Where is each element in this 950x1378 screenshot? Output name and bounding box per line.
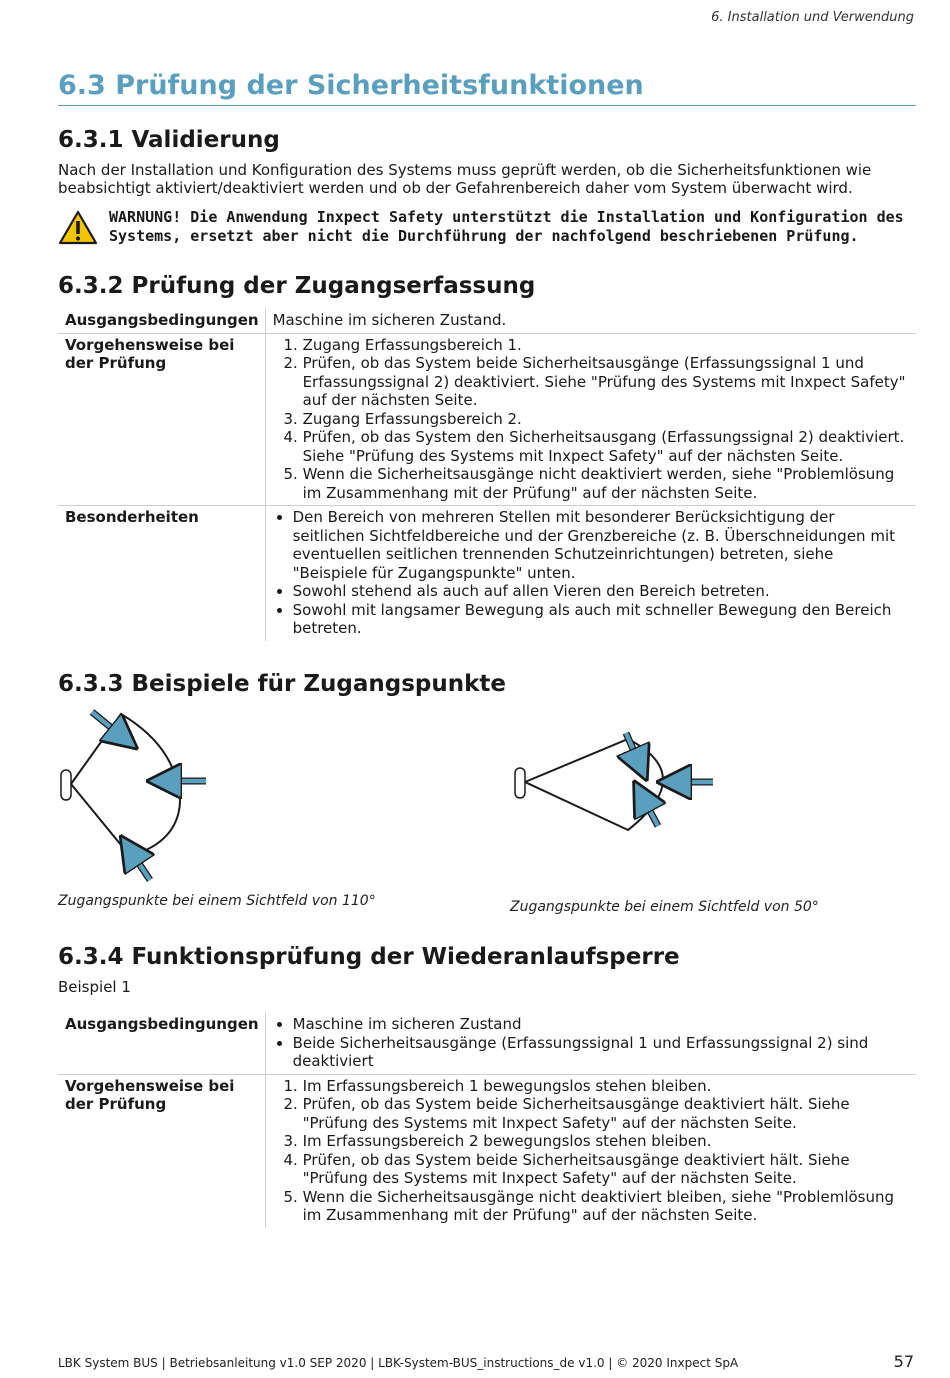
list-item: • Maschine im sicheren Zustand <box>293 1015 910 1034</box>
notes-list <box>273 508 910 638</box>
page-number: 57 <box>893 1352 914 1371</box>
list-item: 2. Prüfen, ob das System beide Sicherheitsausgänge deaktiviert hält. Siehe "Prüfung des Systems mit Inxpect Safety" auf der nächsten Seite. <box>303 1095 910 1132</box>
zugangserfassung-table <box>58 309 916 641</box>
conditions-list <box>273 1015 910 1071</box>
list-item: 3. Im Erfassungsbereich 2 bewegungslos stehen bleiben. <box>303 1132 910 1151</box>
list-item: • Den Bereich von mehreren Stellen mit besonderer Berücksichtigung der seitlichen Sichtfeldbereiche und der Grenzbereiche (z. B. Überschneidungen mit eventuellen seitlichen trennenden Schutzeinrichtungen) betreten, siehe "Beispiele für Zugangspunkte" unten. <box>293 508 910 582</box>
list-item: 4. Prüfen, ob das System den Sicherheitsausgang (Erfassungssignal 2) deaktiviert. Siehe "Prüfung des Systems mit Inxpect Safety" auf der nächsten Seite. <box>303 428 910 465</box>
list-item: 2. Prüfen, ob das System beide Sicherheitsausgänge (Erfassungssignal 1 und Erfassungssignal 2) deaktiviert. Siehe "Prüfung des Systems mit Inxpect Safety" auf der nächsten Seite. <box>303 354 910 410</box>
row-label: Ausgangsbedingungen <box>58 309 265 333</box>
section-title: 6.3 Prüfung der Sicherheitsfunktionen <box>58 70 916 106</box>
sensor-icon <box>61 770 71 800</box>
validierung-paragraph: Nach der Installation und Konfiguration des Systems muss geprüft werden, ob die Sicherheitsfunktionen wie beabsichtigt aktiviert/deaktiviert werden und ob der Gefahrenbereich daher vom System überwacht wird. <box>58 161 872 197</box>
running-header: 6. Installation und Verwendung <box>711 10 914 25</box>
procedure-steps <box>273 1077 910 1225</box>
warning-text: WARNUNG! Die Anwendung Inxpect Safety unterstützt die Installation und Konfiguration des Systems, ersetzt aber nicht die Durchführung der nachfolgend beschriebenen Prüfung. <box>109 208 904 245</box>
list-item: • Sowohl mit langsamer Bewegung als auch mit schneller Bewegung den Bereich betreten. <box>293 601 910 638</box>
page-footer: LBK System BUS | Betriebsanleitung v1.0 SEP 2020 | LBK-System-BUS_instructions_de v1.0 | © 2020 Inxpect SpA <box>58 1356 739 1370</box>
example-label: Beispiel 1 <box>58 978 131 996</box>
procedure-steps <box>273 336 910 503</box>
list-item: 5. Wenn die Sicherheitsausgänge nicht deaktiviert bleiben, siehe "Problemlösung im Zusammenhang mit der Prüfung" auf der nächsten Seite. <box>303 1188 910 1225</box>
row-value: Maschine im sicheren Zustand. <box>272 311 507 329</box>
table-row <box>58 309 916 333</box>
sensor-icon <box>515 768 525 798</box>
list-item: • Beide Sicherheitsausgänge (Erfassungssignal 1 und Erfassungssignal 2) sind deaktiviert <box>293 1034 910 1071</box>
list-item: 4. Prüfen, ob das System beide Sicherheitsausgänge deaktiviert hält. Siehe "Prüfung des Systems mit Inxpect Safety" auf der nächsten Seite. <box>303 1151 910 1188</box>
row-label: Besonderheiten <box>58 506 265 641</box>
list-item: • Sowohl stehend als auch auf allen Vieren den Bereich betreten. <box>293 582 910 601</box>
table-row <box>58 333 916 506</box>
table-row <box>58 1074 916 1228</box>
subsection-title-validierung: 6.3.1 Validierung <box>58 127 280 153</box>
row-label: Vorgehensweise bei der Prüfung <box>58 333 265 506</box>
figure-caption-50: Zugangspunkte bei einem Sichtfeld von 50° <box>510 899 819 915</box>
subsection-title-zugangspunkte: 6.3.3 Beispiele für Zugangspunkte <box>58 671 507 697</box>
table-row <box>58 506 916 641</box>
access-points-diagram-110 <box>58 700 258 890</box>
list-item: 1. Zugang Erfassungsbereich 1. <box>303 336 910 355</box>
list-item: 3. Zugang Erfassungsbereich 2. <box>303 410 910 429</box>
list-item: 1. Im Erfassungsbereich 1 bewegungslos stehen bleiben. <box>303 1077 910 1096</box>
warning-triangle-icon <box>58 210 98 250</box>
row-label: Vorgehensweise bei der Prüfung <box>58 1074 265 1228</box>
row-label: Ausgangsbedingungen <box>58 1013 265 1074</box>
figure-caption-110: Zugangspunkte bei einem Sichtfeld von 110° <box>58 893 376 909</box>
wiederanlaufsperre-table <box>58 1013 916 1228</box>
list-item: 5. Wenn die Sicherheitsausgänge nicht deaktiviert werden, siehe "Problemlösung im Zusammenhang mit der Prüfung" auf der nächsten Seite. <box>303 465 910 502</box>
subsection-title-wiederanlaufsperre: 6.3.4 Funktionsprüfung der Wiederanlaufsperre <box>58 944 680 970</box>
subsection-title-zugangserfassung: 6.3.2 Prüfung der Zugangserfassung <box>58 273 536 299</box>
access-points-diagram-50 <box>508 725 728 845</box>
table-row <box>58 1013 916 1074</box>
